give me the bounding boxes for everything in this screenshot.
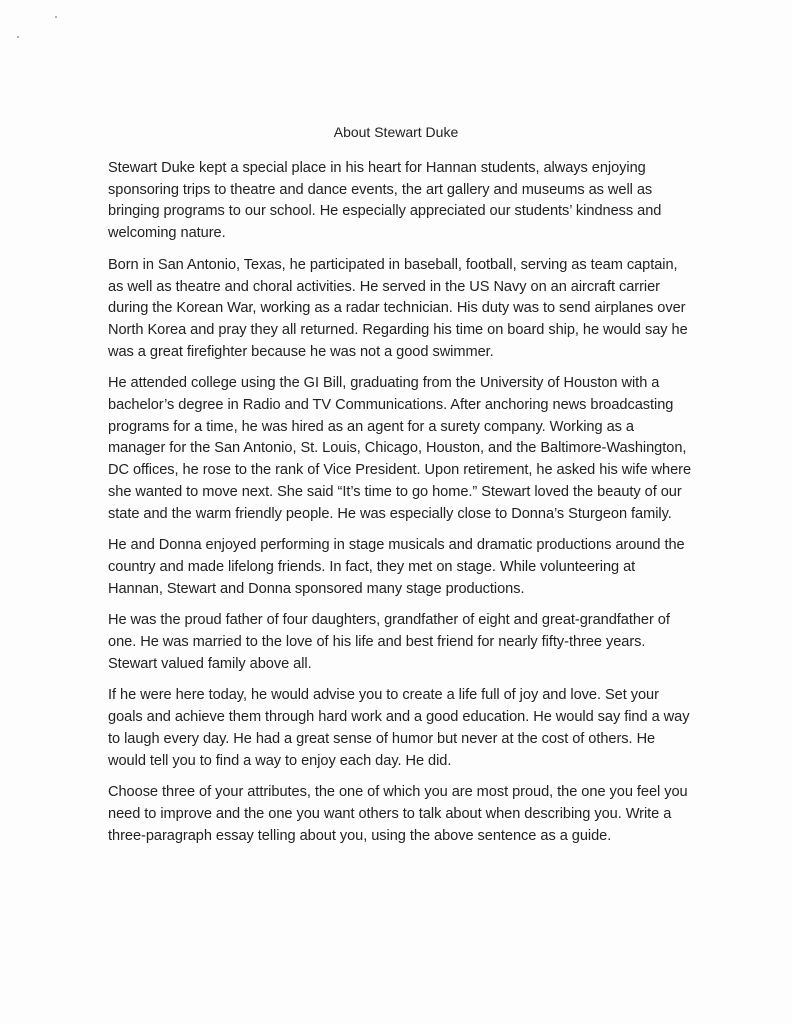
paragraph-essay-prompt: Choose three of your attributes, the one of which you are most proud, the one you feel you need to improve and the one you want others to talk about when describing you. Write a three-paragraph essay telling about you, using the above sentence as a guide. xyxy=(108,784,688,844)
paragraph-advice: If he were here today, he would advise you to create a life full of joy and love. Set your goals and achieve them through hard work and a good education. He would say find a way to laugh every day. He had a great sense of humor but never at the cost of others. He would tell you to find a way to enjoy each day. He did. xyxy=(108,687,690,769)
paragraph-family: He was the proud father of four daughters, grandfather of eight and great-grandfather of one. He was married to the love of his life and best friend for nearly fifty-three years. Stewart valued family above all. xyxy=(108,612,670,672)
document-title: About Stewart Duke xyxy=(333,124,459,140)
scan-speck xyxy=(17,36,19,38)
paragraph-early-life: Born in San Antonio, Texas, he participated in baseball, football, serving as team captain, as well as theatre and choral activities. He served in the US Navy on an aircraft carrier during the Korean War, working as a radar technician. His duty was to send airplanes over North Korea and pray they all returned. Regarding his time on board ship, he would say he was a great firefighter because he was not a good swimmer. xyxy=(108,256,688,360)
paragraph-intro: Stewart Duke kept a special place in his heart for Hannan students, always enjoying sponsoring trips to theatre and dance events, the art gallery and museums as well as bringing programs to our school. He especially appreciated our students’ kindness and welcoming nature. xyxy=(108,160,662,242)
paragraph-career: He attended college using the GI Bill, graduating from the University of Houston with a bachelor’s degree in Radio and TV Communications. After anchoring news broadcasting programs for a time, he was hired as an agent for a surety company. Working as a manager for the San Antonio, St. Louis, Chicago, Houston, and the Baltimore-Washington, DC offices, he rose to the rank of Vice President. Upon retirement, he asked his wife where she wanted to move next. She said “It’s time to go home.” Stewart loved the beauty of our state and the warm friendly people. He was especially close to Donna’s Sturgeon family. xyxy=(108,375,692,522)
document-body xyxy=(108,158,693,857)
scan-speck xyxy=(55,16,57,18)
paragraph-theatre: He and Donna enjoyed performing in stage musicals and dramatic productions around the country and made lifelong friends. In fact, they met on stage. While volunteering at Hannan, Stewart and Donna sponsored many stage productions. xyxy=(108,537,685,597)
